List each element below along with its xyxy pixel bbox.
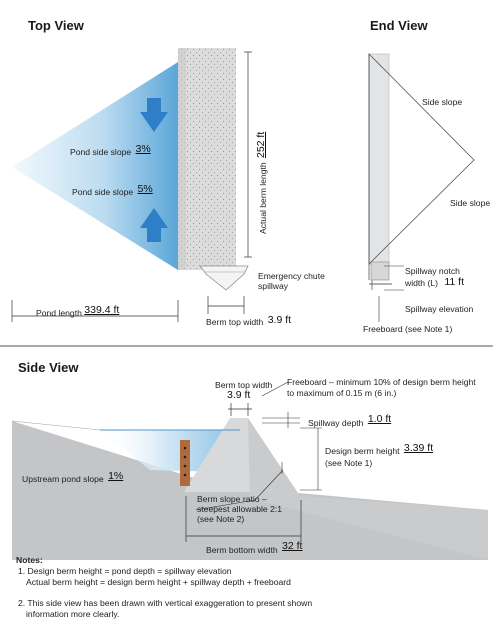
side-slope-label-1: Side slope <box>422 97 463 107</box>
top-view-heading: Top View <box>28 18 84 33</box>
upstream-pond-slope-value: 1% <box>108 470 124 482</box>
design-berm-height-note: (see Note 1) <box>325 458 373 468</box>
berm-slope-ratio-line-2: steepest allowable 2:1 <box>197 504 283 514</box>
note-2b: information more clearly. <box>26 609 120 619</box>
berm-top-width-label: Berm top width 3.9 ft <box>206 314 292 327</box>
berm-top-view <box>178 48 236 270</box>
pond-side-slope-label-1: Pond side slope 3% <box>70 143 151 157</box>
berm-face <box>178 48 186 270</box>
freeboard-note-line-2: to maximum of 0.15 m (6 in.) <box>287 388 397 398</box>
note-1a: 1. Design berm height = pond depth = spillway elevation <box>18 566 232 576</box>
freeboard-label: Freeboard (see Note 1) <box>363 324 453 334</box>
spillway-depth-label: Spillway depth 1.0 ft <box>308 413 392 428</box>
emergency-chute-label-2: spillway <box>258 281 289 291</box>
note-1b: Actual berm height = design berm height + spillway depth + freeboard <box>26 577 291 587</box>
pond-length-value: 339.4 ft <box>84 304 120 316</box>
pond-side-slope-label-2: Pond side slope 5% <box>72 183 153 197</box>
pond-side-slope-value-2: 5% <box>137 183 153 195</box>
freeboard-note-line-1: Freeboard – minimum 10% of design berm height <box>287 377 476 387</box>
end-view-heading: End View <box>370 18 428 33</box>
end-view-notch <box>371 262 389 280</box>
spillway-notch-label-1: Spillway notch <box>405 266 460 276</box>
note-2a: 2. This side view has been drawn with vertical exaggeration to present shown <box>18 598 313 608</box>
end-view-berm-body <box>369 54 389 264</box>
berm-bottom-width-value: 32 ft <box>282 540 303 552</box>
design-berm-height-label: Design berm height 3.39 ft <box>325 442 434 456</box>
spillway-elevation-label: Spillway elevation <box>405 304 474 314</box>
berm-top-width-value: 3.9 ft <box>267 314 292 326</box>
spillway-notch-value: 11 ft <box>444 276 464 288</box>
side-view-heading: Side View <box>18 360 79 375</box>
spillway-depth-value: 1.0 ft <box>367 413 392 425</box>
berm-slope-ratio-line-1: Berm slope ratio – <box>197 494 267 504</box>
emergency-chute-spillway <box>200 266 248 290</box>
pond-length-label: Pond length 339.4 ft <box>36 304 120 318</box>
side-berm-top-width-value: 3.9 ft <box>227 389 251 401</box>
actual-berm-length-label: Actual berm length <box>258 162 268 234</box>
actual-berm-length-value: 252 ft <box>255 131 267 158</box>
upstream-pond-slope-label: Upstream pond slope 1% <box>22 470 124 484</box>
berm-slope-ratio-line-3: (see Note 2) <box>197 514 245 524</box>
side-slope-label-2: Side slope <box>450 198 491 208</box>
pond-side-slope-value-1: 3% <box>135 143 151 155</box>
spillway-notch-label-2: width (L) 11 ft <box>405 276 464 288</box>
notes-title: Notes: <box>16 555 43 565</box>
berm-bottom-width-label: Berm bottom width 32 ft <box>206 540 303 555</box>
design-berm-height-value: 3.39 ft <box>403 442 434 454</box>
emergency-chute-label-1: Emergency chute <box>258 271 325 281</box>
side-berm-top-width-label: Berm top width <box>215 380 273 390</box>
